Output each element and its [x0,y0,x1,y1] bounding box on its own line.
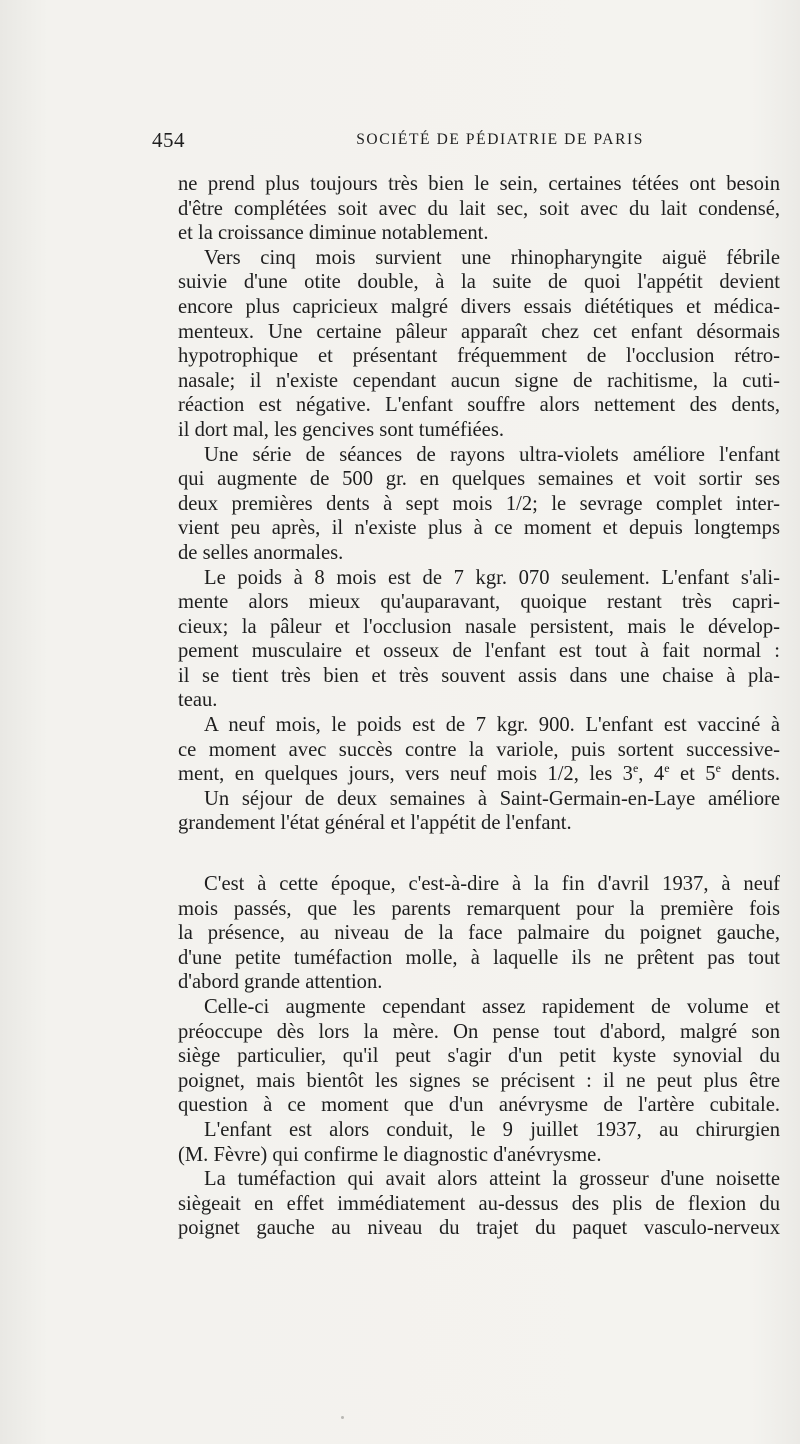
page-header [152,128,644,158]
text-line: Celle-ci augmente cependant assez rapidement de volume et [204,996,780,1018]
text-line: siègeait en effet immédiatement au-dessus des plis de flexion du [178,1192,780,1215]
paper-speck [341,1416,344,1419]
text-line: Vers cinq mois survient une rhinopharyngite aiguë fébrile [204,246,780,269]
text-line: mente alors mieux qu'auparavant, quoique restant très capri- [178,591,780,614]
text-line: (M. Fèvre) qui confirme le diagnostic d'anévrysme. [178,1143,602,1166]
paragraph [152,1118,780,1167]
body-text [152,172,780,1241]
text-line: préoccupe dès lors la mère. On pense tout d'abord, malgré son [178,1020,780,1043]
text-line: deux premières dents à sept mois 1/2; le sevrage complet inter- [178,492,780,515]
page-number: 454 [152,128,185,152]
text-line: grandement l'état général et l'appétit de l'enfant. [178,812,572,835]
text-line: poignet gauche au niveau du trajet du paquet vasculo-nerveux [178,1217,780,1240]
text-line: pement musculaire et osseux de l'enfant est tout à fait normal : [178,640,780,663]
text-line: suivie d'une otite double, à la suite de quoi l'appétit devient [178,271,780,294]
text-line: encore plus capricieux malgré divers essais diététiques et médica- [178,295,780,318]
text-line: ce moment avec succès contre la variole, puis sortent successive- [178,738,780,761]
text-line: L'enfant est alors conduit, le 9 juillet 1937, au chirurgien [204,1118,780,1141]
text-line: Un séjour de deux semaines à Saint-Germain-en-Laye améliore [204,787,780,810]
text-line: C'est à cette époque, c'est-à-dire à la fin d'avril 1937, à neuf [204,873,780,896]
text-line: hypotrophique et présentant fréquemment de l'occlusion rétro- [178,345,780,368]
section-gap [152,836,780,872]
text-line: cieux; la pâleur et l'occlusion nasale persistent, mais le dévelop- [178,615,780,638]
text-line: il se tient très bien et très souvent assis dans une chaise à pla- [178,664,780,687]
text-line: la présence, au niveau de la face palmaire du poignet gauche, [178,922,780,945]
text-line: La tuméfaction qui avait alors atteint la grosseur d'une noisette [204,1168,780,1191]
text-line: ne prend plus toujours très bien le sein, certaines tétées ont besoin [178,173,780,195]
text-line: qui augmente de 500 gr. en quelques semaines et voit sortir ses [178,468,780,491]
text-line: Une série de séances de rayons ultra-violets améliore l'enfant [204,443,780,466]
text-line: question à ce moment que d'un anévrysme de l'artère cubitale. [178,1094,780,1117]
text-line: siège particulier, qu'il peut s'agir d'un petit kyste synovial du [178,1045,780,1068]
text-line: réaction est négative. L'enfant souffre alors nettement des dents, [178,394,780,417]
text-line: ment, en quelques jours, vers neuf mois 1/2, les 3e, 4e et 5e dents. [178,761,780,786]
text-line: teau. [178,689,218,712]
text-line: mois passés, que les parents remarquent pour la première fois [178,897,780,920]
text-line: d'être complétées soit avec du lait sec, soit avec du lait condensé, [178,197,780,220]
text-line: nasale; il n'existe cependant aucun signe de rachitisme, la cuti- [178,369,780,392]
text-line: et la croissance diminue notablement. [178,222,489,245]
paragraph [152,566,780,714]
text-line: d'abord grande attention. [178,971,383,994]
text-line: menteux. Une certaine pâleur apparaît chez cet enfant désormais [178,320,780,343]
paragraph [152,872,780,995]
paragraph [152,172,780,246]
paragraph [152,713,780,787]
text-line: il dort mal, les gencives sont tuméfiées. [178,418,504,441]
text-line: vient peu après, il n'existe plus à ce moment et depuis longtemps [178,517,780,540]
text-line: d'une petite tuméfaction molle, à laquelle ils ne prêtent pas tout [178,946,780,969]
text-line: Le poids à 8 mois est de 7 kgr. 070 seulement. L'enfant s'ali- [204,566,780,589]
paragraph [152,995,780,1118]
text-line: poignet, mais bientôt les signes se précisent : il ne peut plus être [178,1069,780,1092]
paragraph [152,443,780,566]
text-line: A neuf mois, le poids est de 7 kgr. 900. L'enfant est vacciné à [204,714,780,737]
text-line: de selles anormales. [178,541,344,564]
paragraph [152,1167,780,1241]
paragraph [152,787,780,836]
paragraph [152,246,780,443]
running-title: SOCIÉTÉ DE PÉDIATRIE DE PARIS [356,131,644,148]
